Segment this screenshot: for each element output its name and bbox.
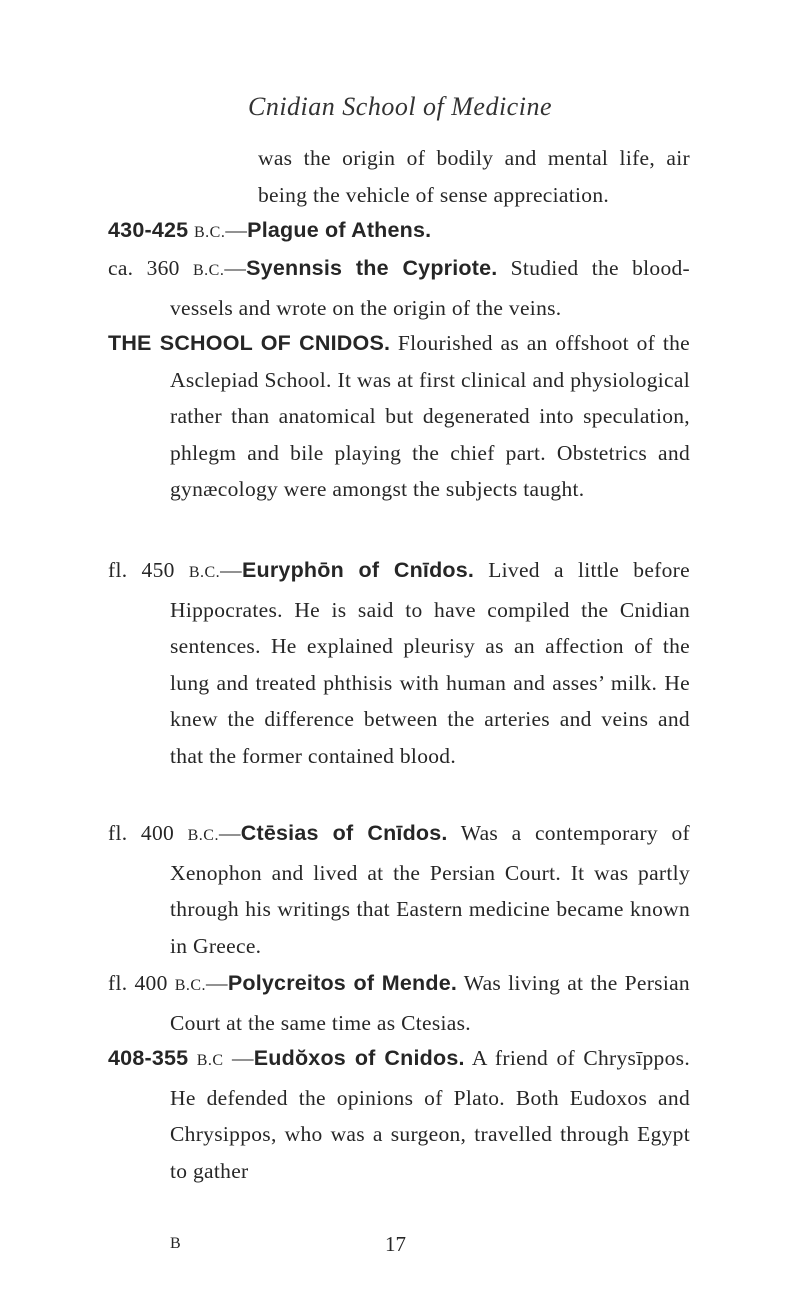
running-head: Cnidian School of Medicine xyxy=(247,92,552,121)
entry-eudoxos xyxy=(108,1040,690,1189)
entry-name: Euryphōn of Cnīdos. xyxy=(241,558,475,582)
entry-text: Was living at the Persian Court at the same time as Ctesias. xyxy=(170,971,690,1035)
entry-name: Eudŏxos of Cnidos. xyxy=(253,1046,465,1070)
entry-era: B.C. xyxy=(174,977,207,994)
entry-name: Syennsis the Cypriote. xyxy=(246,256,498,280)
entry-separator: — xyxy=(220,558,242,582)
signature-mark: B xyxy=(170,1235,181,1252)
entry-separator: — xyxy=(225,218,248,242)
entry-era: B.C. xyxy=(194,224,226,241)
entry-name: THE SCHOOL OF CNIDOS. xyxy=(108,331,391,355)
entry-text: Flourished as an offshoot of the Asclepiad School. It was at first clinical and physiological rather than anatomical but degenerated into speculation, phlegm and bile playing the chief part. Obstetrics and gynæcology were amongst the subjects taught. xyxy=(170,331,690,502)
entry-date: 408-355 xyxy=(108,1046,189,1070)
entry-separator: — xyxy=(218,821,241,845)
entry-ctesias xyxy=(108,815,690,964)
entry-era: B.C. xyxy=(187,827,219,844)
entry-era: B.C xyxy=(196,1052,224,1069)
entry-prefix: fl. 400 xyxy=(108,971,168,995)
entry-name: Ctēsias of Cnīdos. xyxy=(240,821,448,845)
entry-prefix: ca. 360 xyxy=(108,256,180,280)
entry-school-of-cnidos xyxy=(108,325,690,508)
entry-euryphon xyxy=(108,552,690,775)
entry-separator: — xyxy=(206,971,228,995)
entry-date: 430-425 xyxy=(108,218,189,242)
entry-era: B.C. xyxy=(192,262,225,279)
entry-text: Studied the blood-vessels and wrote on the origin of the veins. xyxy=(170,256,691,320)
entry-plague-of-athens xyxy=(108,212,690,252)
entry-separator: — xyxy=(223,1046,254,1070)
entry-prefix: fl. 450 xyxy=(108,558,175,582)
entry-text: A friend of Chrysīppos. He defended the opinions of Plato. Both Eudoxos and Chrysippos, who was a surgeon, travelled through Egypt to gather xyxy=(170,1046,690,1183)
entry-syennsis xyxy=(108,250,690,326)
entry-separator: — xyxy=(224,256,247,280)
entry-text: Lived a little before Hippocrates. He is said to have compiled the Cnidian sentences. He explained pleurisy as an affection of the lung and treated phthisis with human and asses’ milk. He knew the difference between the arteries and veins and that the former contained blood. xyxy=(170,558,690,768)
entry-text: Was a contemporary of Xenophon and lived at the Persian Court. It was partly through his writings that Eastern medicine became known in Greece. xyxy=(170,821,690,958)
entry-name: Plague of Athens. xyxy=(247,218,432,242)
page-number: 17 xyxy=(385,1232,406,1256)
entry-era: B.C. xyxy=(188,564,221,581)
entry-polycreitos xyxy=(108,965,690,1041)
entry-name: Polycreitos of Mende. xyxy=(227,971,458,995)
intro-paragraph: was the origin of bodily and mental life, air being the vehicle of sense appreciation. xyxy=(258,146,690,207)
entry-prefix: fl. 400 xyxy=(108,821,175,845)
